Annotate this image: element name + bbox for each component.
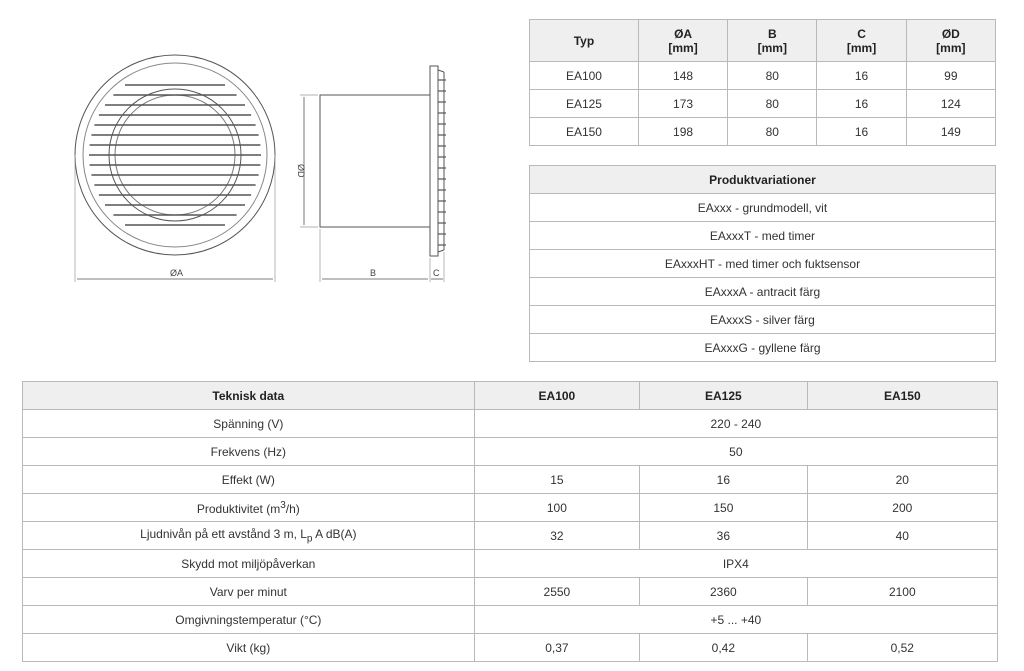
label-text: A dB(A) bbox=[312, 526, 357, 541]
row-label: Skydd mot miljöpåverkan bbox=[23, 550, 475, 578]
table-cell: 220 - 240 bbox=[474, 410, 997, 438]
table-row bbox=[530, 278, 996, 306]
fan-technical-drawing bbox=[60, 50, 480, 300]
side-louvre-ticks bbox=[438, 80, 446, 245]
row-label bbox=[23, 494, 475, 522]
technical-data-table bbox=[22, 381, 998, 662]
label-superscript: 3 bbox=[280, 499, 286, 511]
table-cell: 198 bbox=[638, 118, 727, 146]
row-label: Omgivningstemperatur (°C) bbox=[23, 606, 475, 634]
table-row bbox=[530, 250, 996, 278]
row-label: Effekt (W) bbox=[23, 466, 475, 494]
row-label: Frekvens (Hz) bbox=[23, 438, 475, 466]
side-flange bbox=[430, 66, 438, 256]
table-cell: +5 ... +40 bbox=[474, 606, 997, 634]
dim-header-a bbox=[638, 20, 727, 62]
table-cell: 15 bbox=[474, 466, 639, 494]
table-row bbox=[530, 118, 996, 146]
tech-header-row bbox=[23, 382, 998, 410]
label-text: Ljudnivån på ett avstånd 3 m, L bbox=[140, 526, 307, 541]
label-text: /h) bbox=[285, 501, 300, 516]
table-cell: 2550 bbox=[474, 578, 639, 606]
table-row bbox=[530, 222, 996, 250]
table-cell: 80 bbox=[728, 62, 817, 90]
table-cell: 32 bbox=[474, 522, 639, 550]
tech-header-ea100: EA100 bbox=[474, 382, 639, 410]
table-cell: 150 bbox=[640, 494, 807, 522]
table-cell: EA125 bbox=[530, 90, 639, 118]
row-label: Spänning (V) bbox=[23, 410, 475, 438]
tech-header-ea125: EA125 bbox=[640, 382, 807, 410]
dim-header-unit: [mm] bbox=[757, 40, 787, 55]
dim-header-label: ØD bbox=[941, 26, 960, 41]
variation-item: EAxxx - grundmodell, vit bbox=[530, 194, 996, 222]
table-row bbox=[530, 194, 996, 222]
dim-header-d bbox=[906, 20, 995, 62]
dimensions-table bbox=[529, 19, 996, 146]
table-cell: IPX4 bbox=[474, 550, 997, 578]
table-cell: 20 bbox=[807, 466, 997, 494]
dim-header-label: Typ bbox=[573, 33, 595, 48]
tech-header-ea150: EA150 bbox=[807, 382, 997, 410]
table-cell: 0,37 bbox=[474, 634, 639, 662]
table-row bbox=[23, 494, 998, 522]
table-cell: 0,52 bbox=[807, 634, 997, 662]
variation-item: EAxxxS - silver färg bbox=[530, 306, 996, 334]
row-label bbox=[23, 522, 475, 550]
table-cell: 40 bbox=[807, 522, 997, 550]
table-cell: 50 bbox=[474, 438, 997, 466]
table-row bbox=[23, 578, 998, 606]
dim-header-label: B bbox=[767, 26, 777, 41]
table-cell: 0,42 bbox=[640, 634, 807, 662]
table-row bbox=[23, 550, 998, 578]
dim-header-label: C bbox=[857, 26, 866, 41]
table-cell: 16 bbox=[817, 62, 906, 90]
variation-item: EAxxxHT - med timer och fuktsensor bbox=[530, 250, 996, 278]
dim-header-label: ØA bbox=[674, 26, 693, 41]
dim-header-b bbox=[728, 20, 817, 62]
table-cell: 36 bbox=[640, 522, 807, 550]
table-row bbox=[23, 466, 998, 494]
table-cell: 16 bbox=[817, 90, 906, 118]
table-cell: 124 bbox=[906, 90, 995, 118]
row-label: Varv per minut bbox=[23, 578, 475, 606]
table-row bbox=[530, 90, 996, 118]
table-cell: 173 bbox=[638, 90, 727, 118]
dim-header-unit: [mm] bbox=[936, 40, 966, 55]
label-subscript: p bbox=[306, 533, 313, 545]
table-cell: 80 bbox=[728, 118, 817, 146]
label-a: ØA bbox=[170, 268, 184, 278]
side-body bbox=[320, 95, 430, 227]
variation-item: EAxxxA - antracit färg bbox=[530, 278, 996, 306]
label-d: ØD bbox=[296, 164, 306, 178]
dim-header-unit: [mm] bbox=[668, 40, 698, 55]
table-row bbox=[530, 334, 996, 362]
fan-drawing-svg bbox=[60, 50, 480, 300]
table-cell: 149 bbox=[906, 118, 995, 146]
table-cell: 200 bbox=[807, 494, 997, 522]
variation-item: EAxxxT - med timer bbox=[530, 222, 996, 250]
label-text: Produktivitet (m bbox=[196, 501, 281, 516]
variation-item: EAxxxG - gyllene färg bbox=[530, 334, 996, 362]
table-row bbox=[23, 606, 998, 634]
table-row bbox=[530, 306, 996, 334]
table-cell: EA100 bbox=[530, 62, 639, 90]
table-row bbox=[530, 62, 996, 90]
row-label: Vikt (kg) bbox=[23, 634, 475, 662]
dim-header-type bbox=[530, 20, 639, 62]
louvres bbox=[89, 85, 261, 225]
label-c: C bbox=[433, 268, 440, 278]
variations-table bbox=[529, 165, 996, 362]
table-cell: 2360 bbox=[640, 578, 807, 606]
table-cell: 16 bbox=[640, 466, 807, 494]
table-cell: 80 bbox=[728, 90, 817, 118]
table-row bbox=[23, 634, 998, 662]
table-row bbox=[23, 522, 998, 550]
dim-header-c bbox=[817, 20, 906, 62]
variations-header: Produktvariationer bbox=[530, 166, 996, 194]
table-cell: 148 bbox=[638, 62, 727, 90]
table-row bbox=[23, 410, 998, 438]
table-cell: 99 bbox=[906, 62, 995, 90]
dimensions-header-row bbox=[530, 20, 996, 62]
table-cell: EA150 bbox=[530, 118, 639, 146]
label-b: B bbox=[370, 268, 377, 278]
table-cell: 16 bbox=[817, 118, 906, 146]
table-cell: 100 bbox=[474, 494, 639, 522]
dim-header-unit: [mm] bbox=[846, 40, 877, 55]
tech-header-label: Teknisk data bbox=[23, 382, 475, 410]
table-row bbox=[23, 438, 998, 466]
variations-header-row bbox=[530, 166, 996, 194]
table-cell: 2100 bbox=[807, 578, 997, 606]
